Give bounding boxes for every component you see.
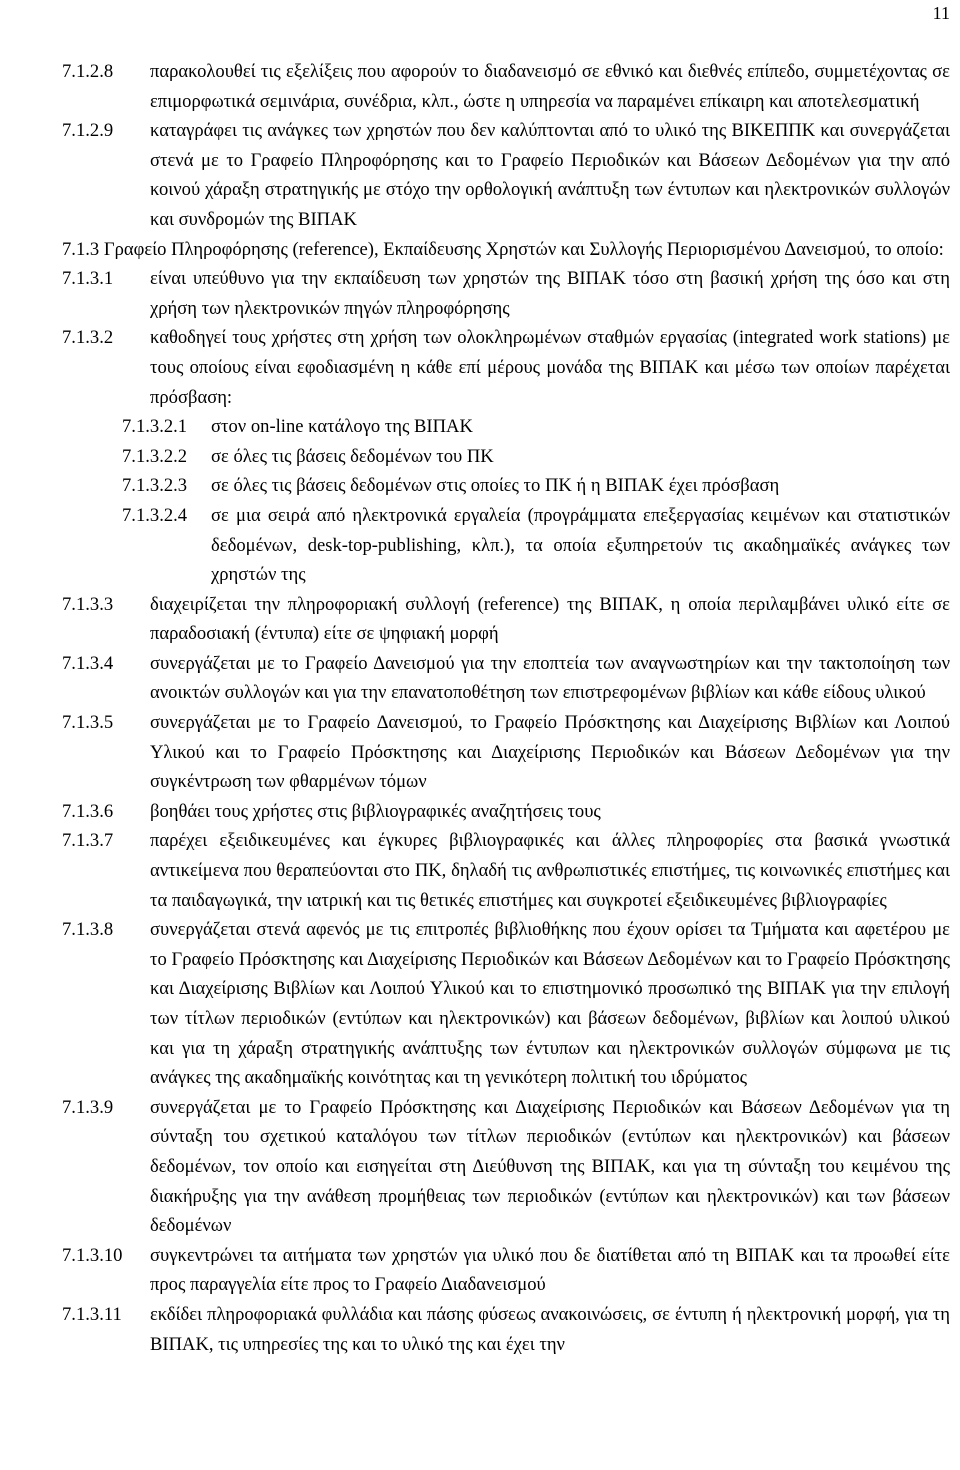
subclause-text: σε όλες τις βάσεις δεδομένων στις οποίες το ΠΚ ή η ΒΙΠΑΚ έχει πρόσβαση: [211, 475, 780, 497]
clause-7-1-3-6: [62, 797, 950, 827]
subclause-7-1-3-2-4: [122, 501, 950, 590]
clause-number: 7.1.3.3: [62, 593, 114, 615]
clause-number: 7.1.3.10: [62, 1244, 123, 1266]
subclause-7-1-3-2-1: [122, 412, 950, 442]
clause-number: 7.1.3.1: [62, 268, 114, 290]
subclause-7-1-3-2-3: [122, 471, 950, 501]
clause-7-1-2-8: [62, 57, 950, 116]
clause-text: παρέχει εξειδικευμένες και έγκυρες βιβλιογραφικές και άλλες πληροφορίες στα βασικά γνωστικά αντικείμενα που θεραπεύονται στο ΠΚ, δηλαδή τις ανθρωπιστικές επιστήμες, τις κοινωνικές επιστήμες και τα παιδαγωγικά, την ιατρική και τις θετικές επιστήμες και συγκροτεί εξειδικευμένες βιβλιογραφίες: [150, 830, 950, 911]
clause-text: συγκεντρώνει τα αιτήματα των χρηστών για υλικό που δε διατίθεται από τη ΒΙΠΑΚ και τα προωθεί είτε προς παραγγελία είτε προς το Γραφείο Διαδανεισμού: [150, 1244, 950, 1296]
clause-text: είναι υπεύθυνο για την εκπαίδευση των χρηστών της ΒΙΠΑΚ τόσο στη βασική χρήση της όσο και στη χρήση των ηλεκτρονικών πηγών πληροφόρησης: [150, 268, 950, 319]
page-number: 11: [932, 3, 950, 23]
section-7-1-3: [62, 235, 950, 265]
clause-7-1-3-3: [62, 590, 950, 649]
clause-text: βοηθάει τους χρήστες στις βιβλιογραφικές αναζητήσεις τους: [150, 800, 601, 822]
section-heading-text: Γραφείο Πληροφόρησης (reference), Εκπαίδευσης Χρηστών και Συλλογής Περιορισμένου Δανεισμού, το οποίο:: [103, 238, 944, 260]
clause-number: 7.1.2.8: [62, 61, 114, 82]
clause-7-1-3-7: [62, 826, 950, 915]
clause-text: συνεργάζεται με το Γραφείο Δανεισμού για την εποπτεία των αναγνωστηρίων και την τακτοποίηση των ανοικτών συλλογών και για την επανατοποθέτηση των επιστρεφομένων βιβλίων και κάθε είδους υλικού: [150, 652, 950, 704]
clause-7-1-3-8: [62, 915, 950, 1093]
clause-text: συνεργάζεται στενά αφενός με τις επιτροπές βιβλιοθήκης που έχουν ορίσει τα Τμήματα και αφετέρου με το Γραφείο Πρόσκτησης και Διαχείρισης Περιοδικών και Βάσεων Δεδομένων και το Γραφείο Πρόσκτησης και Διαχείρισης Βιβλίων και Λοιπού Υλικού και το επιστημονικό προσωπικό της ΒΙΠΑΚ για την επιλογή των τίτλων περιοδικών (εντύπων και ηλεκτρονικών) και βάσεων δεδομένων, βιβλίων και λοιπού υλικού και για τη χάραξη στρατηγικής ανάπτυξης των έντυπων και ηλεκτρονικών συλλογών σύμφωνα με τις ανάγκες της ακαδημαϊκής κοινότητας και τη γενικότερη πολιτική του ιδρύματος: [150, 919, 950, 1089]
clause-number: 7.1.3.7: [62, 830, 114, 852]
clause-text: συνεργάζεται με το Γραφείο Πρόσκτησης και Διαχείρισης Περιοδικών και Βάσεων Δεδομένων για τη σύνταξη του σχετικού καταλόγου των τίτλων περιοδικών (εντύπων και ηλεκτρονικών) και βάσεων δεδομένων, τον οποίο και εισηγείται στη Διεύθυνση της ΒΙΠΑΚ, και για τη σύνταξη του κειμένου της διακήρυξης για την ανάθεση προμήθειας των περιοδικών (εντύπων και ηλεκτρονικών) και των βάσεων δεδομένων: [150, 1096, 950, 1237]
subclause-number: 7.1.3.2.4: [122, 504, 188, 526]
clause-number: 7.1.3.5: [62, 712, 114, 734]
clause-7-1-3-1: [62, 264, 950, 323]
clause-text: καθοδηγεί τους χρήστες στη χρήση των ολοκληρωμένων σταθμών εργασίας (integrated work stations) με τους οποίους είναι εφοδιασμένη η κάθε επί μέρους μονάδα της ΒΙΠΑΚ και μέσω των οποίων παρέχεται πρόσβαση:: [150, 327, 950, 408]
clause-7-1-3-11: [62, 1300, 950, 1359]
clause-7-1-3-4: [62, 649, 950, 708]
clause-text: παρακολουθεί τις εξελίξεις που αφορούν το διαδανεισμό σε εθνικό και διεθνές επίπεδο, συμμετέχοντας σε επιμορφωτικά σεμινάρια, συνέδρια, κλπ., ώστε η υπηρεσία να παραμένει επίκαιρη και αποτελεσματική: [150, 61, 950, 112]
subclause-7-1-3-2-2: [122, 442, 950, 472]
subclause-text: σε όλες τις βάσεις δεδομένων του ΠΚ: [211, 445, 494, 467]
clause-number: 7.1.3.11: [62, 1303, 122, 1325]
subclause-number: 7.1.3.2.2: [122, 445, 188, 467]
clause-7-1-3-5: [62, 708, 950, 797]
subclause-text: σε μια σειρά από ηλεκτρονικά εργαλεία (προγράμματα επεξεργασίας κειμένων και στατιστικών δεδομένων, desk-top-publishing, κλπ.), τα οποία εξυπηρετούν τις ακαδημαϊκές ανάγκες των χρηστών της: [211, 504, 950, 586]
clause-text: εκδίδει πληροφοριακά φυλλάδια και πάσης φύσεως ανακοινώσεις, σε έντυπη ή ηλεκτρονική μορφή, για τη ΒΙΠΑΚ, τις υπηρεσίες της και το υλικό της και έχει την: [150, 1303, 950, 1355]
clause-number: 7.1.3.8: [62, 919, 114, 941]
clause-number: 7.1.3.9: [62, 1096, 114, 1118]
clause-text: συνεργάζεται με το Γραφείο Δανεισμού, το Γραφείο Πρόσκτησης και Διαχείρισης Βιβλίων και Λοιπού Υλικού και το Γραφείο Πρόσκτησης και Διαχείρισης Περιοδικών και Βάσεων Δεδομένων για την συγκέντρωση των φθαρμένων τόμων: [150, 712, 950, 793]
section-number: 7.1.3: [62, 238, 100, 260]
clause-number: 7.1.3.6: [62, 800, 114, 822]
clause-number: 7.1.3.4: [62, 652, 114, 674]
subclause-text: στον on-line κατάλογο της ΒΙΠΑΚ: [211, 416, 473, 438]
clause-text: διαχειρίζεται την πληροφοριακή συλλογή (reference) της ΒΙΠΑΚ, η οποία περιλαμβάνει υλικό είτε σε παραδοσιακή (έντυπα) είτε σε ψηφιακή μορφή: [150, 593, 950, 645]
clause-7-1-3-9: [62, 1093, 950, 1241]
clause-7-1-3-2: [62, 323, 950, 412]
clause-7-1-2-9: [62, 116, 950, 234]
clause-number: 7.1.3.2: [62, 327, 114, 349]
clause-7-1-3-10: [62, 1241, 950, 1300]
clause-text: καταγράφει τις ανάγκες των χρηστών που δεν καλύπτονται από το υλικό της ΒΙΚΕΠΠΚ και συνεργάζεται στενά με το Γραφείο Πληροφόρησης και το Γραφείο Περιοδικών και Βάσεων Δεδομένων για την από κοινού χάραξη στρατηγικής με στόχο την ορθολογική ανάπτυξη των έντυπων και ηλεκτρονικών συλλογών και συνδρομών της ΒΙΠΑΚ: [150, 120, 950, 230]
clause-number: 7.1.2.9: [62, 120, 114, 142]
document-body: [62, 57, 950, 1359]
subclause-number: 7.1.3.2.3: [122, 475, 188, 497]
subclause-number: 7.1.3.2.1: [122, 416, 188, 438]
